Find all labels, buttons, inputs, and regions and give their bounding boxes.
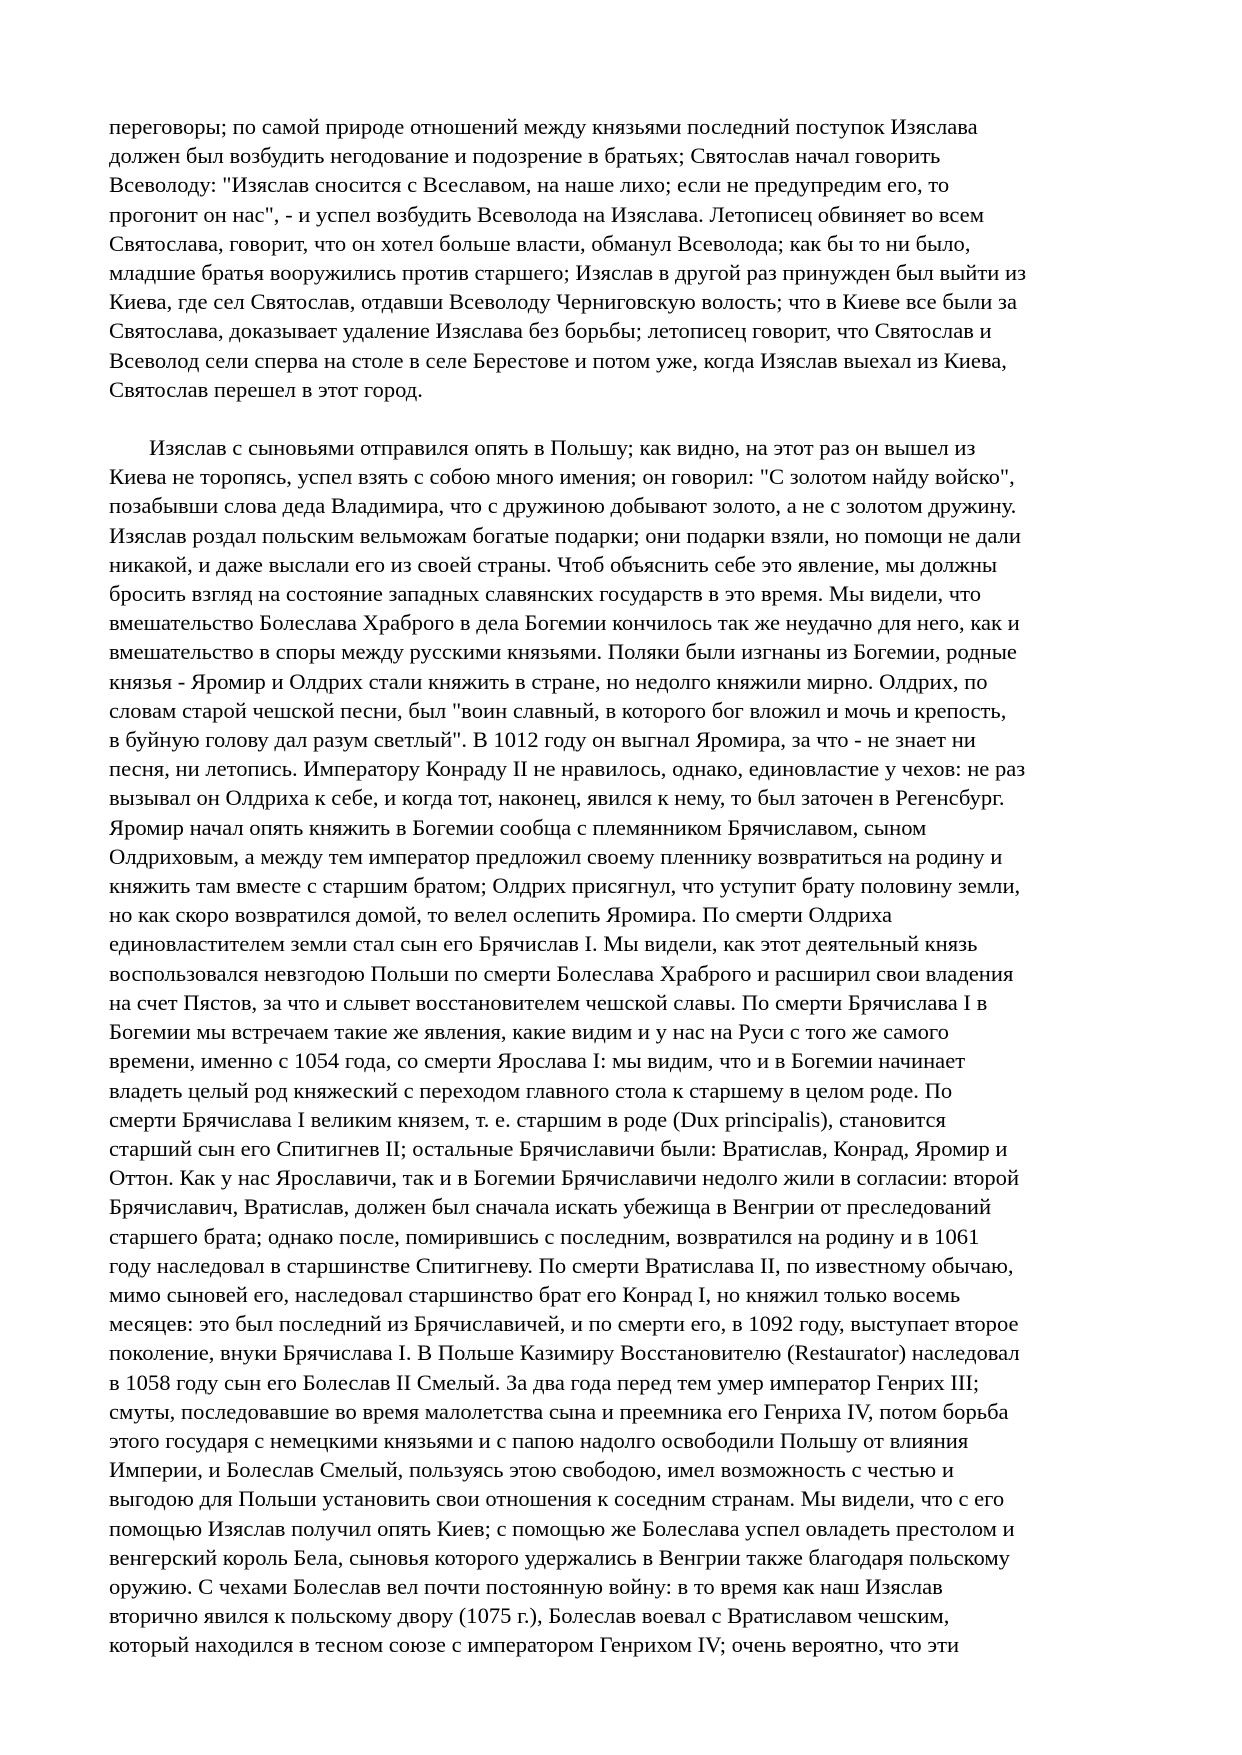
text-line: на счет Пястов, за что и слывет восстановителем чешской славы. По смерти Брячислава I в — [109, 989, 988, 1015]
paragraph-2 — [109, 433, 1144, 1660]
text-line: прогонит он нас", - и успел возбудить Всеволода на Изяслава. Летописец обвиняет во всем — [109, 201, 984, 227]
text-line: Всеволод сели сперва на столе в селе Берестове и потом уже, когда Изяслав выехал из Киева, — [109, 347, 1007, 373]
text-line: переговоры; по самой природе отношений между князьями последний поступок Изяслава — [109, 114, 978, 139]
text-line: вторично явился к польскому двору (1075 г.), Болеслав воевал с Вратиславом чешским, — [109, 1603, 950, 1629]
text-line: в буйную голову дал разум светлый". В 1012 году он выгнал Яромира, за что - не знает ни — [109, 727, 976, 753]
text-line: Яромир начал опять княжить в Богемии сообща с племянником Брячиславом, сыном — [109, 814, 927, 840]
document-page — [109, 112, 1144, 1660]
text-line: Святослав перешел в этот город. — [109, 376, 423, 402]
text-line: вмешательство Болеслава Храброго в дела Богемии кончилось так же неудачно для него, как и — [109, 610, 1020, 636]
text-line: Брячиславич, Вратислав, должен был сначала искать убежища в Венгрии от преследований — [109, 1194, 992, 1220]
text-line: Киева не торопясь, успел взять с собою много имения; он говорил: "С золотом найду войско", — [109, 464, 1015, 490]
text-line: Всеволоду: "Изяслав сносится с Всеславом, на наше лихо; если не предупредим его, то — [109, 172, 950, 198]
text-line: должен был возбудить негодование и подозрение в братьях; Святослав начал говорить — [109, 143, 941, 169]
paragraph-gap — [109, 404, 1144, 433]
text-line: князья - Яромир и Олдрих стали княжить в стране, но недолго княжили мирно. Олдрих, по — [109, 668, 988, 694]
text-line: Империи, и Болеслав Смелый, пользуясь этою свободою, имел возможность с честью и — [109, 1457, 954, 1483]
paragraph-1 — [109, 112, 1144, 404]
text-line: Оттон. Как у нас Ярославичи, так и в Богемии Брячиславичи недолго жили в согласии: второй — [109, 1165, 1020, 1191]
text-line: Святослава, говорит, что он хотел больше власти, обманул Всеволода; как бы то ни было, — [109, 230, 971, 256]
text-line: позабывши слова деда Владимира, что с дружиною добывают золото, а не с золотом дружину. — [109, 493, 1017, 519]
text-line: владеть целый род княжеский с переходом главного стола к старшему в целом роде. По — [109, 1077, 953, 1103]
text-line: Богемии мы встречаем такие же явления, какие видим и у нас на Руси с того же самого — [109, 1019, 949, 1045]
text-line: этого государя с немецкими князьями и с папою надолго освободили Польшу от влияния — [109, 1427, 969, 1453]
text-line: оружию. С чехами Болеслав вел почти постоянную войну: в то время как наш Изяслав — [109, 1573, 943, 1599]
text-line: но как скоро возвратился домой, то велел ослепить Яромира. По смерти Олдриха — [109, 902, 893, 928]
text-line: месяцев: это был последний из Брячиславичей, и по смерти его, в 1092 году, выступает второе — [109, 1311, 1019, 1337]
text-line: мимо сыновей его, наследовал старшинство брат его Конрад I, но княжил только восемь — [109, 1281, 961, 1307]
text-line: княжить там вместе с старшим братом; Олдрих присягнул, что уступит брату половину земли, — [109, 873, 1021, 899]
text-line: старшего брата; однако после, помирившись с последним, возвратился на родину и в 1061 — [109, 1223, 980, 1249]
text-line: Олдриховым, а между тем император предложил своему пленнику возвратиться на родину и — [109, 843, 1003, 869]
text-line: который находился в тесном союзе с императором Генрихом IV; очень вероятно, что эти — [109, 1632, 960, 1658]
text-line: помощью Изяслав получил опять Киев; с помощью же Болеслава успел овладеть престолом и — [109, 1515, 1015, 1541]
text-line: смуты, последовавшие во время малолетства сына и преемника его Генриха IV, потом борьба — [109, 1398, 1009, 1424]
text-line: никакой, и даже выслали его из своей страны. Чтоб объяснить себе это явление, мы должны — [109, 551, 998, 577]
text-line: смерти Брячислава I великим князем, т. е. старшим в роде (Dux principalis), становится — [109, 1106, 946, 1132]
text-line: словам старой чешской песни, был "воин славный, в которого бог вложил и мочь и крепость, — [109, 697, 1007, 723]
text-line: венгерский король Бела, сыновья которого удержались в Венгрии также благодаря польскому — [109, 1544, 1010, 1570]
text-line: единовластителем земли стал сын его Брячислав I. Мы видели, как этот деятельный князь — [109, 931, 978, 957]
text-line: в 1058 году сын его Болеслав II Смелый. За два года перед тем умер император Генрих III; — [109, 1369, 980, 1395]
text-line: воспользовался невзгодою Польши по смерти Болеслава Храброго и расширил свои владения — [109, 960, 1014, 986]
text-line: Святослава, доказывает удаление Изяслава без борьбы; летописец говорит, что Святослав и — [109, 318, 992, 344]
text-line: Киева, где сел Святослав, отдавши Всеволоду Черниговскую волость; что в Киеве все были за — [109, 289, 1017, 315]
text-line: времени, именно с 1054 года, со смерти Ярослава I: мы видим, что и в Богемии начинает — [109, 1048, 966, 1074]
text-line: Изяслав с сыновьями отправился опять в Польшу; как видно, на этот раз он вышел из — [149, 435, 976, 461]
text-line: вызывал он Олдриха к себе, и когда тот, наконец, явился к нему, то был заточен в Регенсбург. — [109, 785, 1005, 811]
text-line: году наследовал в старшинстве Спитигневу. По смерти Вратислава II, по известному обычаю, — [109, 1252, 1014, 1278]
text-line: старший сын его Спитигнев II; остальные Брячиславичи были: Вратислав, Конрад, Яромир и — [109, 1135, 1008, 1161]
text-line: Изяслав роздал польским вельможам богатые подарки; они подарки взяли, но помощи не дали — [109, 522, 1021, 548]
text-line: песня, ни летопись. Императору Конраду II не нравилось, однако, единовластие у чехов: не раз — [109, 756, 1026, 782]
text-line: вмешательство в споры между русскими князьями. Поляки были изгнаны из Богемии, родные — [109, 639, 1017, 665]
text-line: бросить взгляд на состояние западных славянских государств в это время. Мы видели, что — [109, 581, 982, 607]
text-line: выгодою для Польши установить свои отношения к соседним странам. Мы видели, что с его — [109, 1486, 1005, 1512]
text-line: младшие братья вооружились против старшего; Изяслав в другой раз принужден был выйти из — [109, 260, 1027, 286]
text-line: поколение, внуки Брячислава I. В Польше Казимиру Восстановителю (Restaurator) наследовал — [109, 1340, 1020, 1366]
